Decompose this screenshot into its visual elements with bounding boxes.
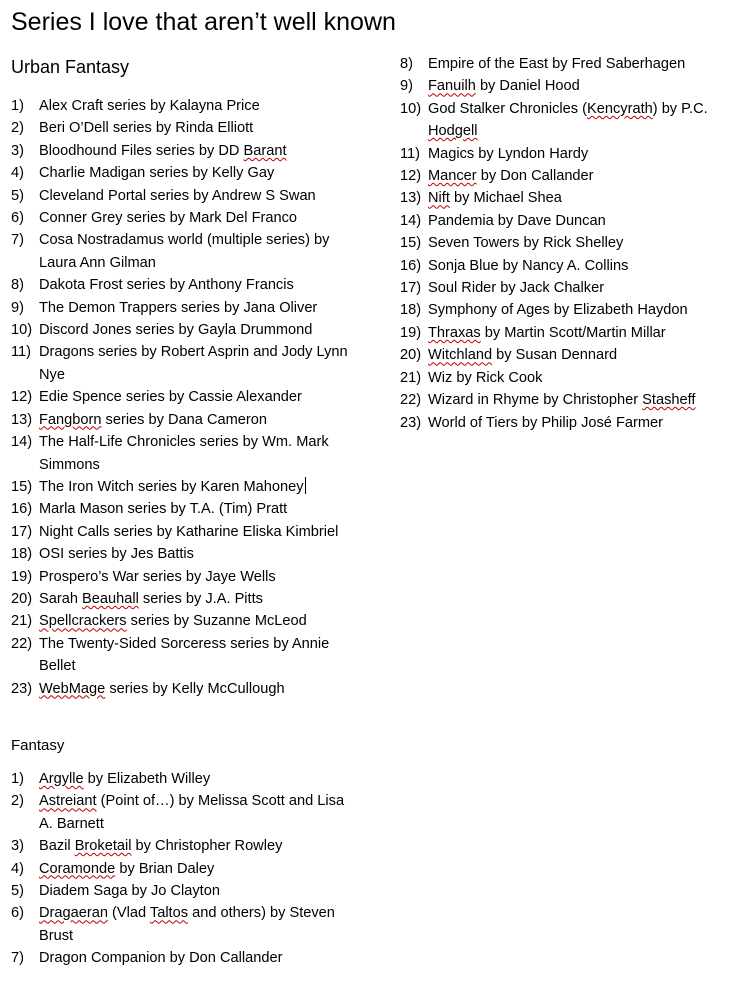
list-item <box>400 143 730 165</box>
list-item <box>400 53 730 75</box>
list-item-number: 11) <box>11 344 32 361</box>
list-item-number: 15) <box>400 235 422 252</box>
spellcheck-flagged-word: Taltos <box>149 905 189 922</box>
list-item-number: 14) <box>11 434 33 451</box>
list-item-text: The Twenty-Sided Sorceress series by Annie Bellet <box>39 635 330 675</box>
list-item-text: Coramonde by Brian Daley <box>39 860 215 877</box>
list-item-number: 18) <box>400 302 422 319</box>
list-item <box>400 299 730 321</box>
list-item <box>11 274 361 296</box>
list-item-text: Pandemia by Dave Duncan <box>428 212 606 229</box>
list-item-number: 23) <box>11 680 33 697</box>
list-item-text: Prospero’s War series by Jaye Wells <box>39 568 276 585</box>
list-item-number: 7) <box>11 232 24 249</box>
list-item-text: God Stalker Chronicles (Kencyrath) by P.C. Hodgell <box>428 100 708 140</box>
list-item-text: Argylle by Elizabeth Willey <box>39 770 211 787</box>
list-item-number: 6) <box>11 905 24 922</box>
list-item-number: 6) <box>11 210 24 227</box>
list-item-text: Night Calls series by Katharine Eliska Kimbriel <box>39 523 339 540</box>
spellcheck-flagged-word: Thraxas <box>428 324 481 341</box>
spellcheck-flagged-word: Coramonde <box>39 860 116 877</box>
list-item-number: 3) <box>11 838 24 855</box>
list-item-text: Diadem Saga by Jo Clayton <box>39 883 220 899</box>
list-item-number: 1) <box>11 770 24 787</box>
list-item <box>11 409 361 431</box>
list-item <box>400 165 730 187</box>
list-item <box>400 75 730 97</box>
list-item <box>11 229 361 274</box>
list-item-text: The Iron Witch series by Karen Mahoney <box>39 478 304 495</box>
spellcheck-flagged-word: Spellcrackers <box>39 613 127 630</box>
list-item <box>400 187 730 209</box>
list-item-number: 4) <box>11 165 24 182</box>
list-item-text: Edie Spence series by Cassie Alexander <box>39 389 302 406</box>
list-item <box>11 858 361 880</box>
list-item-text: Astreiant (Point of…) by Melissa Scott and Lisa A. Barnett <box>39 793 345 832</box>
list-item <box>11 431 361 476</box>
list-item-text: Symphony of Ages by Elizabeth Haydon <box>428 302 688 319</box>
list-item <box>11 207 361 229</box>
list-item <box>11 678 361 700</box>
list-item-text: Witchland by Susan Dennard <box>428 347 618 364</box>
spellcheck-flagged-word: Astreiant <box>39 793 97 810</box>
spellcheck-flagged-word: Fangborn <box>39 411 102 428</box>
fantasy-list-right <box>400 53 730 434</box>
list-item-number: 19) <box>400 324 422 341</box>
list-item <box>11 117 361 139</box>
list-item <box>400 98 730 143</box>
list-item-number: 2) <box>11 793 24 810</box>
list-item-number: 12) <box>11 389 33 406</box>
list-item <box>11 319 361 341</box>
list-item-number: 15) <box>11 478 33 495</box>
list-item <box>11 588 361 610</box>
list-item-text: Bazil Broketail by Christopher Rowley <box>39 838 283 855</box>
list-item-text: Seven Towers by Rick Shelley <box>428 235 624 252</box>
document-title: Series I love that aren’t well known <box>11 8 396 36</box>
list-item <box>11 543 361 565</box>
list-item-number: 13) <box>400 190 422 207</box>
list-item <box>400 277 730 299</box>
list-item-number: 4) <box>11 860 24 877</box>
list-item-text: Fangborn series by Dana Cameron <box>39 411 268 428</box>
spellcheck-flagged-word: Barant <box>243 142 287 159</box>
list-item-text: Soul Rider by Jack Chalker <box>428 280 605 297</box>
right-column <box>400 53 730 434</box>
list-item-number: 2) <box>11 120 24 137</box>
list-item-text: Beri O’Dell series by Rinda Elliott <box>39 120 254 137</box>
list-item <box>11 566 361 588</box>
spellcheck-flagged-word: Beauhall <box>82 590 139 607</box>
list-item-text: Bloodhound Files series by DD Barant <box>39 142 287 159</box>
list-item-number: 10) <box>11 322 33 339</box>
list-item-text: Magics by Lyndon Hardy <box>428 145 589 162</box>
list-item-number: 16) <box>11 501 33 518</box>
list-item-text: The Half-Life Chronicles series by Wm. Mark Simmons <box>39 434 329 473</box>
list-item <box>11 498 361 520</box>
list-item-text: Wizard in Rhyme by Christopher Stasheff <box>428 392 696 409</box>
list-item-number: 20) <box>11 590 33 607</box>
list-item-number: 23) <box>400 414 422 431</box>
spellcheck-flagged-word: Hodgell <box>428 123 478 140</box>
list-item <box>11 95 361 117</box>
list-item <box>11 521 361 543</box>
list-item <box>11 185 361 207</box>
list-item-text: Empire of the East by Fred Saberhagen <box>428 56 686 72</box>
list-item <box>11 297 361 319</box>
fantasy-heading: Fantasy <box>11 736 65 754</box>
spellcheck-flagged-word: Fanuilh <box>428 78 476 95</box>
list-item-text: Cosa Nostradamus world (multiple series) by Laura Ann Gilman <box>39 232 330 271</box>
fantasy-list-left <box>11 768 361 970</box>
text-cursor <box>305 477 306 494</box>
list-item-number: 21) <box>11 613 33 630</box>
list-item <box>400 255 730 277</box>
list-item-text: Wiz by Rick Cook <box>428 369 543 386</box>
list-item-text: Spellcrackers series by Suzanne McLeod <box>39 613 307 630</box>
list-item-number: 9) <box>11 299 24 316</box>
list-item-number: 5) <box>11 187 24 204</box>
list-item <box>11 902 361 947</box>
list-item-number: 18) <box>11 546 33 563</box>
list-item-number: 20) <box>400 347 422 364</box>
list-item <box>11 476 361 498</box>
list-item <box>11 633 361 678</box>
list-item <box>11 835 361 857</box>
section-spacer <box>11 700 361 735</box>
list-item <box>11 880 361 902</box>
list-item-number: 7) <box>11 950 24 967</box>
list-item <box>400 210 730 232</box>
left-column <box>11 54 361 970</box>
list-item-number: 19) <box>11 568 33 585</box>
list-item-number: 9) <box>400 78 413 95</box>
list-item <box>400 344 730 366</box>
spellcheck-flagged-word: Broketail <box>74 838 132 855</box>
list-item-text: Cleveland Portal series by Andrew S Swan <box>39 187 316 204</box>
list-item-text: Conner Grey series by Mark Del Franco <box>39 210 297 227</box>
list-item-number: 14) <box>400 212 422 229</box>
spellcheck-flagged-word: Kencyrath <box>587 100 653 117</box>
list-item-number: 10) <box>400 100 422 117</box>
list-item-number: 17) <box>11 523 33 540</box>
list-item <box>11 947 361 969</box>
list-item-text: Thraxas by Martin Scott/Martin Millar <box>428 324 666 341</box>
list-item <box>11 790 361 835</box>
list-item-number: 22) <box>400 392 422 409</box>
list-item-text: Charlie Madigan series by Kelly Gay <box>39 165 275 182</box>
list-item-number: 17) <box>400 280 422 297</box>
list-item-text: Dragon Companion by Don Callander <box>39 950 283 967</box>
urban-fantasy-heading: Urban Fantasy <box>11 57 130 77</box>
spellcheck-flagged-word: Nift <box>428 190 450 207</box>
list-item-text: OSI series by Jes Battis <box>39 546 194 563</box>
list-item <box>11 162 361 184</box>
urban-fantasy-list <box>11 95 361 700</box>
list-item-text: Dragaeran (Vlad Taltos and others) by Steven Brust <box>39 905 335 944</box>
spellcheck-flagged-word: Mancer <box>428 168 477 185</box>
list-item-number: 11) <box>400 145 421 162</box>
list-item-text: Alex Craft series by Kalayna Price <box>39 98 260 114</box>
spellcheck-flagged-word: Dragaeran <box>39 905 108 922</box>
list-item-text: Sarah Beauhall series by J.A. Pitts <box>39 590 263 607</box>
list-item-text: Dakota Frost series by Anthony Francis <box>39 277 294 294</box>
list-item-text: Sonja Blue by Nancy A. Collins <box>428 257 629 274</box>
list-item-text: WebMage series by Kelly McCullough <box>39 680 285 697</box>
spellcheck-flagged-word: WebMage <box>39 680 106 697</box>
list-item-text: The Demon Trappers series by Jana Oliver <box>39 299 318 316</box>
list-item <box>400 367 730 389</box>
list-item <box>400 412 730 434</box>
list-item <box>11 341 361 386</box>
list-item-number: 21) <box>400 369 422 386</box>
spellcheck-flagged-word: Argylle <box>39 770 84 787</box>
list-item-text: Nift by Michael Shea <box>428 190 562 207</box>
list-item-number: 22) <box>11 635 33 652</box>
list-item-text: World of Tiers by Philip José Farmer <box>428 414 664 431</box>
list-item-text: Discord Jones series by Gayla Drummond <box>39 322 313 339</box>
list-item <box>400 322 730 344</box>
list-item-text: Marla Mason series by T.A. (Tim) Pratt <box>39 501 288 518</box>
list-item <box>11 610 361 632</box>
list-item-text: Fanuilh by Daniel Hood <box>428 78 580 95</box>
list-item-number: 1) <box>11 98 24 114</box>
list-item-text: Dragons series by Robert Asprin and Jody Lynn Nye <box>39 344 348 383</box>
list-item-number: 5) <box>11 883 24 899</box>
list-item-number: 12) <box>400 168 422 185</box>
list-item <box>11 768 361 790</box>
list-item-text: Mancer by Don Callander <box>428 168 594 185</box>
list-item <box>400 232 730 254</box>
list-item <box>400 389 730 411</box>
spellcheck-flagged-word: Witchland <box>428 347 493 364</box>
list-item-number: 3) <box>11 142 24 159</box>
list-item-number: 8) <box>11 277 24 294</box>
list-item <box>11 140 361 162</box>
list-item-number: 8) <box>400 56 413 72</box>
list-item <box>11 386 361 408</box>
spellcheck-flagged-word: Stasheff <box>642 392 696 409</box>
list-item-number: 13) <box>11 411 33 428</box>
list-item-number: 16) <box>400 257 422 274</box>
